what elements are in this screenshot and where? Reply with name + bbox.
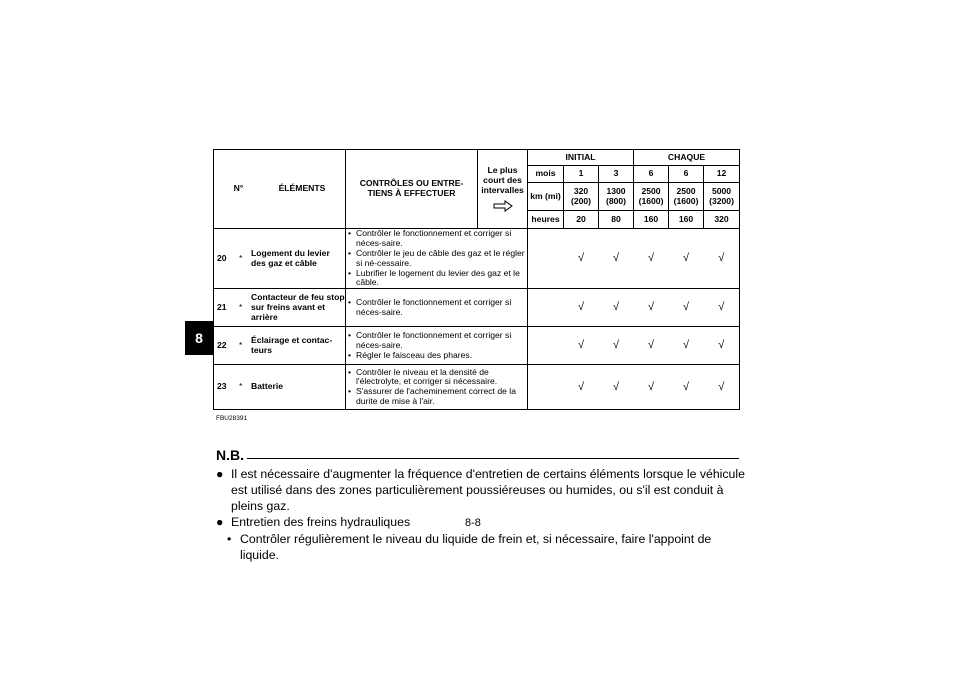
check-mark: √	[704, 365, 740, 410]
check-mark: √	[669, 289, 704, 327]
check-mark: √	[564, 327, 599, 365]
check-mark: √	[634, 289, 669, 327]
nb-note-text: Il est nécessaire d'augmenter la fréquence d'entretien de certains éléments lorsque le véhicule est utilisé dans des zones particulièrement poussiéreuses ou humides, ou s'il est conduit à pleins gaz.	[231, 467, 745, 513]
interval-value: 3	[599, 166, 634, 183]
row-spacer	[528, 365, 564, 410]
check-mark: √	[634, 327, 669, 365]
interval-value: 6	[669, 166, 704, 183]
row-star: *	[239, 339, 243, 350]
interval-unit: mois	[528, 166, 564, 183]
header-initial: INITIAL	[528, 150, 634, 166]
check-mark: √	[704, 289, 740, 327]
nb-heading	[216, 448, 739, 464]
interval-value: 1	[564, 166, 599, 183]
interval-value: 160	[669, 211, 704, 229]
row-element: Éclairage et contac-teurs	[251, 334, 333, 355]
interval-value: 80	[599, 211, 634, 229]
check-mark: √	[704, 229, 740, 289]
control-item: • Contrôler le fonctionnement et corriger si néces-saire.	[348, 298, 525, 318]
interval-value: 2500 (1600)	[634, 183, 669, 211]
nb-rule	[216, 458, 739, 459]
row-number: 21	[217, 301, 227, 312]
row-spacer	[528, 229, 564, 289]
check-mark: √	[669, 365, 704, 410]
nb-note	[216, 466, 746, 514]
interval-value: 320	[704, 211, 740, 229]
interval-value: 5000 (3200)	[704, 183, 740, 211]
row-star: *	[239, 381, 243, 392]
interval-value: 160	[634, 211, 669, 229]
interval-unit: km (mi)	[528, 183, 564, 211]
header-shortest-label: Le plus court des intervalles	[481, 165, 524, 195]
row-spacer	[528, 327, 564, 365]
row-label-cell	[214, 229, 346, 289]
chapter-tab: 8	[185, 321, 213, 355]
check-mark: √	[599, 289, 634, 327]
row-star: *	[239, 301, 243, 312]
row-number: 22	[217, 339, 227, 350]
row-controls	[346, 327, 528, 365]
nb-title: N.B.	[216, 447, 247, 463]
check-mark: √	[599, 365, 634, 410]
check-mark: √	[669, 229, 704, 289]
header-controls: CONTRÔLES OU ENTRE-TIENS À EFFECTUER	[346, 150, 478, 229]
control-item: • S'assurer de l'acheminement correct de la durite de mise à l'air.	[348, 387, 525, 407]
interval-value: 2500 (1600)	[669, 183, 704, 211]
interval-value: 12	[704, 166, 740, 183]
nb-note-text: Entretien des freins hydrauliques	[231, 515, 411, 529]
control-item: • Contrôler le jeu de câble des gaz et le régler si né-cessaire.	[348, 249, 525, 269]
header-elements: ÉLÉMENTS	[278, 183, 326, 194]
check-mark: √	[634, 229, 669, 289]
control-item: • Régler le faisceau des phares.	[348, 351, 525, 361]
nb-subnote-text: Contrôler régulièrement le niveau du liquide de frein et, si nécessaire, faire l'appoint de liquide.	[240, 532, 712, 562]
row-element: Contacteur de feu stop sur freins avant et arrière	[251, 291, 345, 322]
check-mark: √	[669, 327, 704, 365]
nb-note	[216, 514, 746, 530]
bullet-icon: ●	[216, 515, 224, 529]
page-number: 8-8	[465, 517, 481, 529]
row-number: 20	[217, 252, 227, 263]
nb-subnote	[216, 531, 746, 563]
control-item: • Contrôler le niveau et la densité de l'électrolyte, et corriger si nécessaire.	[348, 368, 525, 388]
control-item: • Contrôler le fonctionnement et corriger si néces-saire.	[348, 331, 525, 351]
maintenance-table	[213, 149, 740, 410]
header-number-elements	[214, 150, 346, 229]
row-label-cell	[214, 289, 346, 327]
check-mark: √	[599, 327, 634, 365]
control-item: • Contrôler le fonctionnement et corriger si néces-saire.	[348, 229, 525, 249]
row-element: Logement du levier des gaz et câble	[251, 247, 330, 268]
bullet-icon: ●	[216, 467, 224, 481]
row-label-cell	[214, 365, 346, 410]
row-controls	[346, 229, 528, 289]
interval-value: 320 (200)	[564, 183, 599, 211]
table-row	[214, 289, 740, 327]
row-star: *	[239, 252, 243, 263]
row-label-cell	[214, 327, 346, 365]
check-mark: √	[564, 229, 599, 289]
check-mark: √	[564, 365, 599, 410]
check-mark: √	[564, 289, 599, 327]
check-mark: √	[599, 229, 634, 289]
row-number: 23	[217, 381, 227, 392]
nb-notes	[216, 466, 746, 563]
document-code: FBU28391	[216, 415, 248, 422]
row-controls	[346, 289, 528, 327]
interval-value: 6	[634, 166, 669, 183]
row-spacer	[528, 289, 564, 327]
table-row	[214, 229, 740, 289]
check-mark: √	[634, 365, 669, 410]
dot-icon: •	[227, 532, 232, 546]
header-number: N°	[233, 183, 244, 194]
interval-value: 1300 (800)	[599, 183, 634, 211]
arrow-right-icon	[493, 200, 513, 212]
header-shortest-interval	[478, 150, 528, 229]
row-controls	[346, 365, 528, 410]
header-every: CHAQUE	[634, 150, 740, 166]
check-mark: √	[704, 327, 740, 365]
interval-value: 20	[564, 211, 599, 229]
table-row	[214, 327, 740, 365]
table-row	[214, 365, 740, 410]
row-element: Batterie	[251, 381, 283, 392]
interval-unit: heures	[528, 211, 564, 229]
control-item: • Lubrifier le logement du levier des gaz et le câble.	[348, 269, 525, 289]
